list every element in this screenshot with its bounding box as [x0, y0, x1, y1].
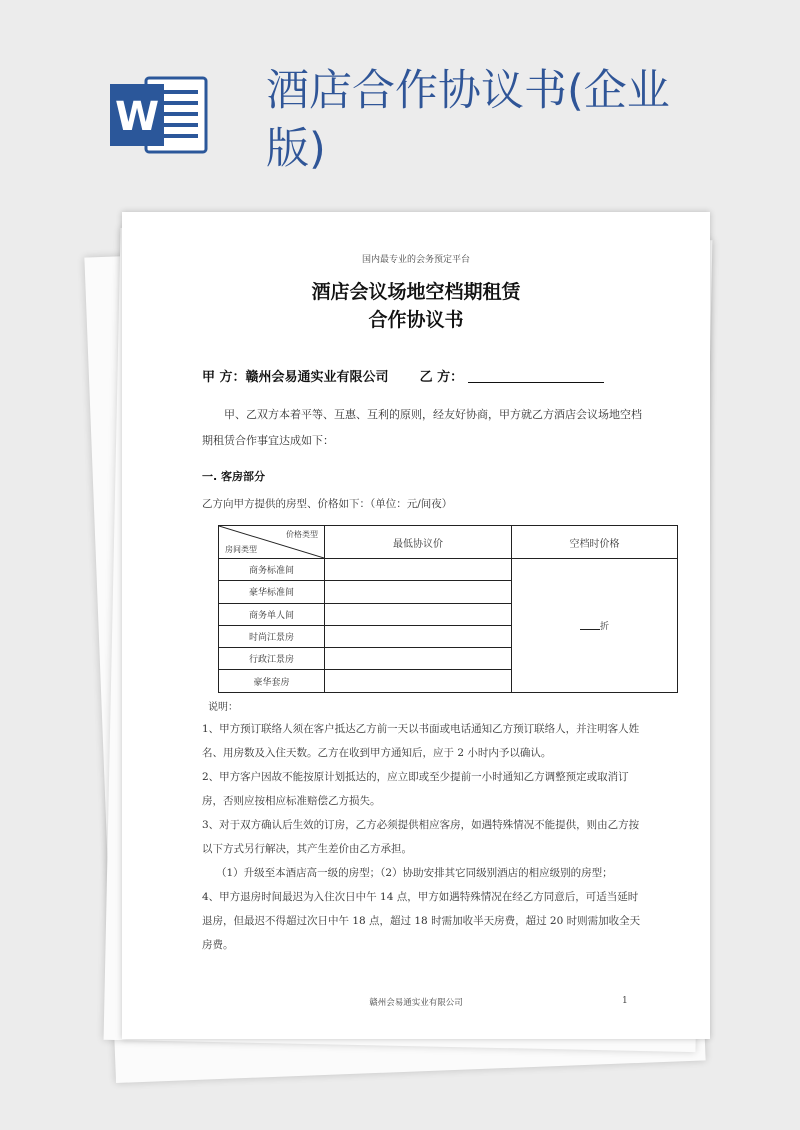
room-type-cell: 豪华标准间	[219, 581, 325, 603]
room-type-cell: 商务单人间	[219, 603, 325, 625]
discount-suffix: 折	[599, 621, 609, 632]
section-heading: 一. 客房部分	[202, 470, 266, 483]
intro-paragraph: 甲、乙双方本着平等、互惠、互利的原则，经友好协商，甲方就乙方酒店会议场地空档期租赁合作事宜达成如下：	[202, 408, 642, 447]
page-number: 1	[622, 996, 628, 1006]
col-header-lowest-price: 最低协议价	[325, 526, 512, 559]
party-a-name: 赣州会易通实业有限公司	[245, 370, 389, 385]
parties-line	[202, 366, 604, 385]
table-row	[219, 559, 678, 581]
notes-title: 说明：	[208, 702, 238, 713]
price-intro: 乙方向甲方提供的房型、价格如下：（单位：元/间夜）	[202, 498, 453, 510]
lowest-price-cell	[325, 648, 512, 670]
table-header-row	[219, 526, 678, 559]
agreement-title	[122, 278, 710, 334]
svg-text:W: W	[114, 94, 160, 140]
room-type-cell: 时尚江景房	[219, 625, 325, 647]
note-item: 1、甲方预订联络人须在客户抵达乙方前一天以书面或电话通知乙方预订联络人，并注明客人姓名、用房数及入住天数。乙方在收到甲方通知后，应于 2 小时内予以确认。	[202, 723, 640, 759]
lowest-price-cell	[325, 603, 512, 625]
note-item: 2、甲方客户因故不能按原计划抵达的，应立即或至少提前一小时通知乙方调整预定或取消订房，否则应按相应标准赔偿乙方损失。	[202, 771, 629, 807]
lowest-price-cell	[325, 670, 512, 692]
note-subitem: （1）升级至本酒店高一级的房型；（2）协助安排其它同级别酒店的相应级别的房型；	[216, 867, 613, 879]
document-title: 酒店合作协议书(企业版)	[266, 66, 670, 174]
diagonal-header-cell	[219, 526, 325, 559]
agreement-title-line2: 合作协议书	[368, 309, 464, 331]
room-type-cell: 豪华套房	[219, 670, 325, 692]
diag-header-top: 价格类型	[286, 530, 318, 539]
lowest-price-cell	[325, 581, 512, 603]
party-a-label: 甲 方：	[202, 370, 246, 385]
note-item: 4、甲方退房时间最迟为入住次日中午 14 点，甲方如遇特殊情况在经乙方同意后，可适当延时退房，但最迟不得超过次日中午 18 点，超过 18 时需加收半天房费，超过 20 时则需加收全天房费。	[202, 891, 641, 951]
room-type-cell: 行政江景房	[219, 648, 325, 670]
room-rate-table	[218, 525, 678, 693]
party-b-label: 乙 方：	[419, 370, 464, 385]
platform-tagline: 国内最专业的会务预定平台	[361, 255, 470, 265]
footer-company: 赣州会易通实业有限公司	[369, 998, 463, 1008]
agreement-title-line1: 酒店会议场地空档期租赁	[311, 281, 521, 303]
offpeak-discount-cell	[512, 559, 678, 693]
discount-blank	[580, 620, 600, 630]
lowest-price-cell	[325, 625, 512, 647]
document-page	[122, 212, 710, 1039]
col-header-offpeak-price: 空档时价格	[512, 526, 678, 559]
lowest-price-cell	[325, 559, 512, 581]
party-b-blank	[468, 369, 604, 383]
diag-header-bottom: 房间类型	[225, 545, 257, 554]
room-type-cell: 商务标准间	[219, 559, 325, 581]
note-item: 3、对于双方确认后生效的订房，乙方必须提供相应客房，如遇特殊情况不能提供，则由乙方按以下方式另行解决，其产生差价由乙方承担。	[202, 819, 640, 855]
word-doc-icon	[102, 70, 214, 160]
